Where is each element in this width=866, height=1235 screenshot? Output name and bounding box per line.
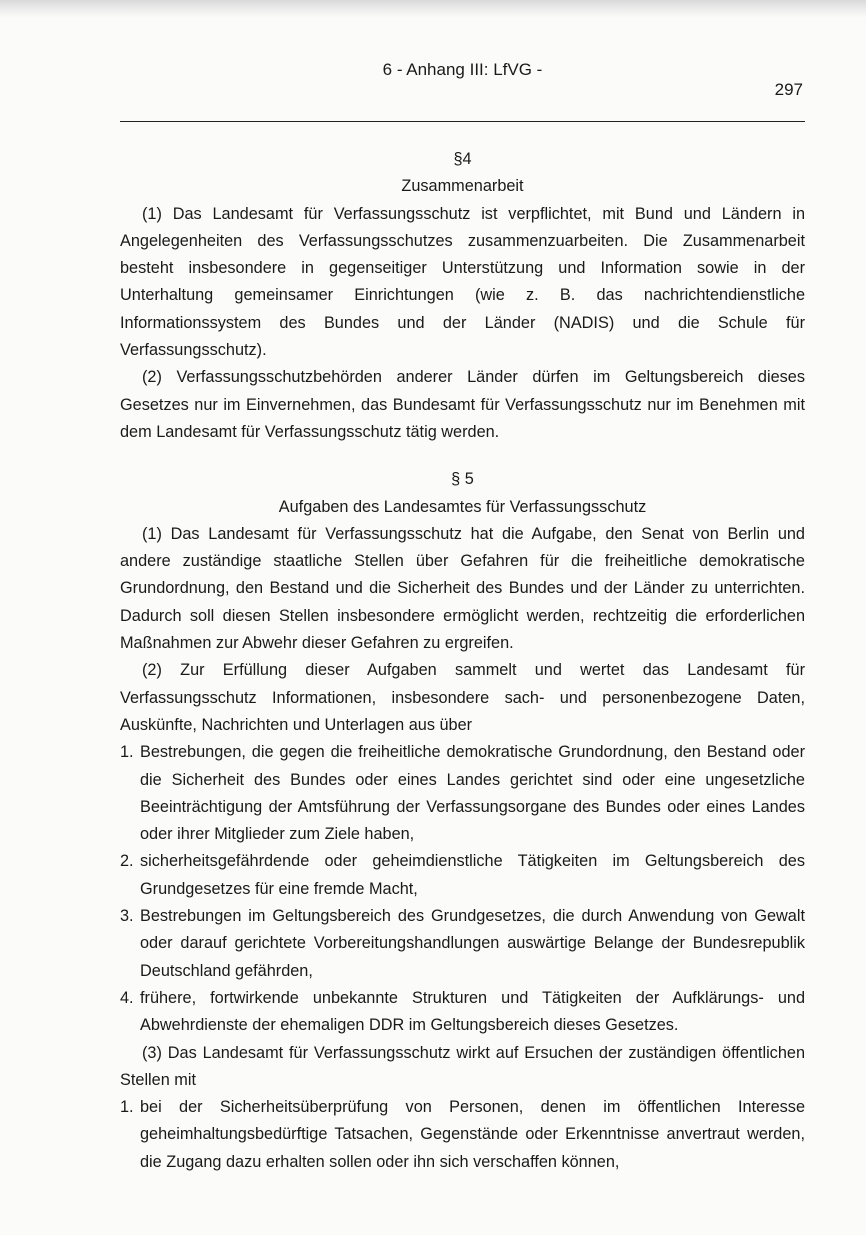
header-rule: [120, 121, 805, 122]
list-item: 4. frühere, fortwirkende unbekannte Strukturen und Tätigkeiten der Aufklärungs- und Abwehrdienste der ehemaligen DDR im Geltungsbereich dieses Gesetzes.: [120, 988, 805, 1035]
section-4-number: §4: [453, 150, 472, 168]
document-body: [120, 146, 805, 1176]
scan-edge: [0, 0, 866, 18]
list-item: 2. sicherheitsgefährdende oder geheimdienstliche Tätigkeiten im Geltungsbereich des Grundgesetzes für eine fremde Macht,: [120, 852, 805, 898]
running-header: 6 - Anhang III: LfVG -: [382, 60, 543, 79]
list-item: 1. Bestrebungen, die gegen die freiheitliche demokratische Grundordnung, den Bestand oder die Sicherheit des Bundes oder eines Landes gerichtet sind oder eine ungesetzliche Beeinträchtigung der Amtsführung der Verfassungsorgane des Bundes oder eines Landes oder ihrer Mitglieder zum Ziele haben,: [120, 743, 805, 844]
section-4-paragraph-1: (1) Das Landesamt für Verfassungsschutz ist verpflichtet, mit Bund und Ländern in Angelegenheiten des Verfassungsschutzes zusammenzuarbeiten. Die Zusammenarbeit besteht insbesondere in gegenseitiger Unterstützung und Information sowie in der Unterhaltung gemeinsamer Einrichtungen (wie z. B. das nachrichtendienstliche Informationssystem des Bundes und der Länder (NADIS) und die Schule für Verfassungsschutz).: [120, 204, 805, 360]
page-number: 297: [774, 80, 803, 99]
section-4-paragraph-2: (2) Verfassungsschutzbehörden anderer Länder dürfen im Geltungsbereich dieses Gesetzes nur im Einvernehmen, das Bundesamt für Verfassungsschutz nur im Benehmen mit dem Landesamt für Verfassungsschutz tätig werden.: [120, 368, 805, 441]
section-5-paragraph-2: (2) Zur Erfüllung dieser Aufgaben sammelt und wertet das Landesamt für Verfassungsschutz Informationen, insbesondere sach- und personenbezogene Daten, Auskünfte, Nachrichten und Unterlagen aus über: [120, 661, 805, 734]
list-item: 1. bei der Sicherheitsüberprüfung von Personen, denen im öffentlichen Interesse geheimhaltungsbedürftige Tatsachen, Gegenstände oder Erkenntnisse anvertraut werden, die Zugang dazu erhalten sollen oder ihn sich verschaffen können,: [120, 1098, 805, 1171]
section-5-paragraph-3: (3) Das Landesamt für Verfassungsschutz wirkt auf Ersuchen der zuständigen öffentlichen Stellen mit: [120, 1043, 805, 1089]
section-5-heading: Aufgaben des Landesamtes für Verfassungsschutz: [278, 497, 647, 516]
section-5-paragraph-1: (1) Das Landesamt für Verfassungsschutz hat die Aufgabe, den Senat von Berlin und andere zuständige staatliche Stellen über Gefahren für die freiheitliche demokratische Grundordnung, den Bestand und die Sicherheit des Bundes und der Länder zu unterrichten. Dadurch soll diesen Stellen insbesondere ermöglicht werden, rechtzeitig die erforderlichen Maßnahmen zur Abwehr dieser Gefahren zu ergreifen.: [120, 524, 805, 653]
section-5-number: § 5: [451, 470, 474, 489]
section-4-heading: Zusammenarbeit: [401, 177, 524, 196]
list-item: 3. Bestrebungen im Geltungsbereich des Grundgesetzes, die durch Anwendung von Gewalt oder darauf gerichtete Vorbereitungshandlungen auswärtige Belange der Bundesrepublik Deutschland gefährden,: [120, 907, 805, 980]
